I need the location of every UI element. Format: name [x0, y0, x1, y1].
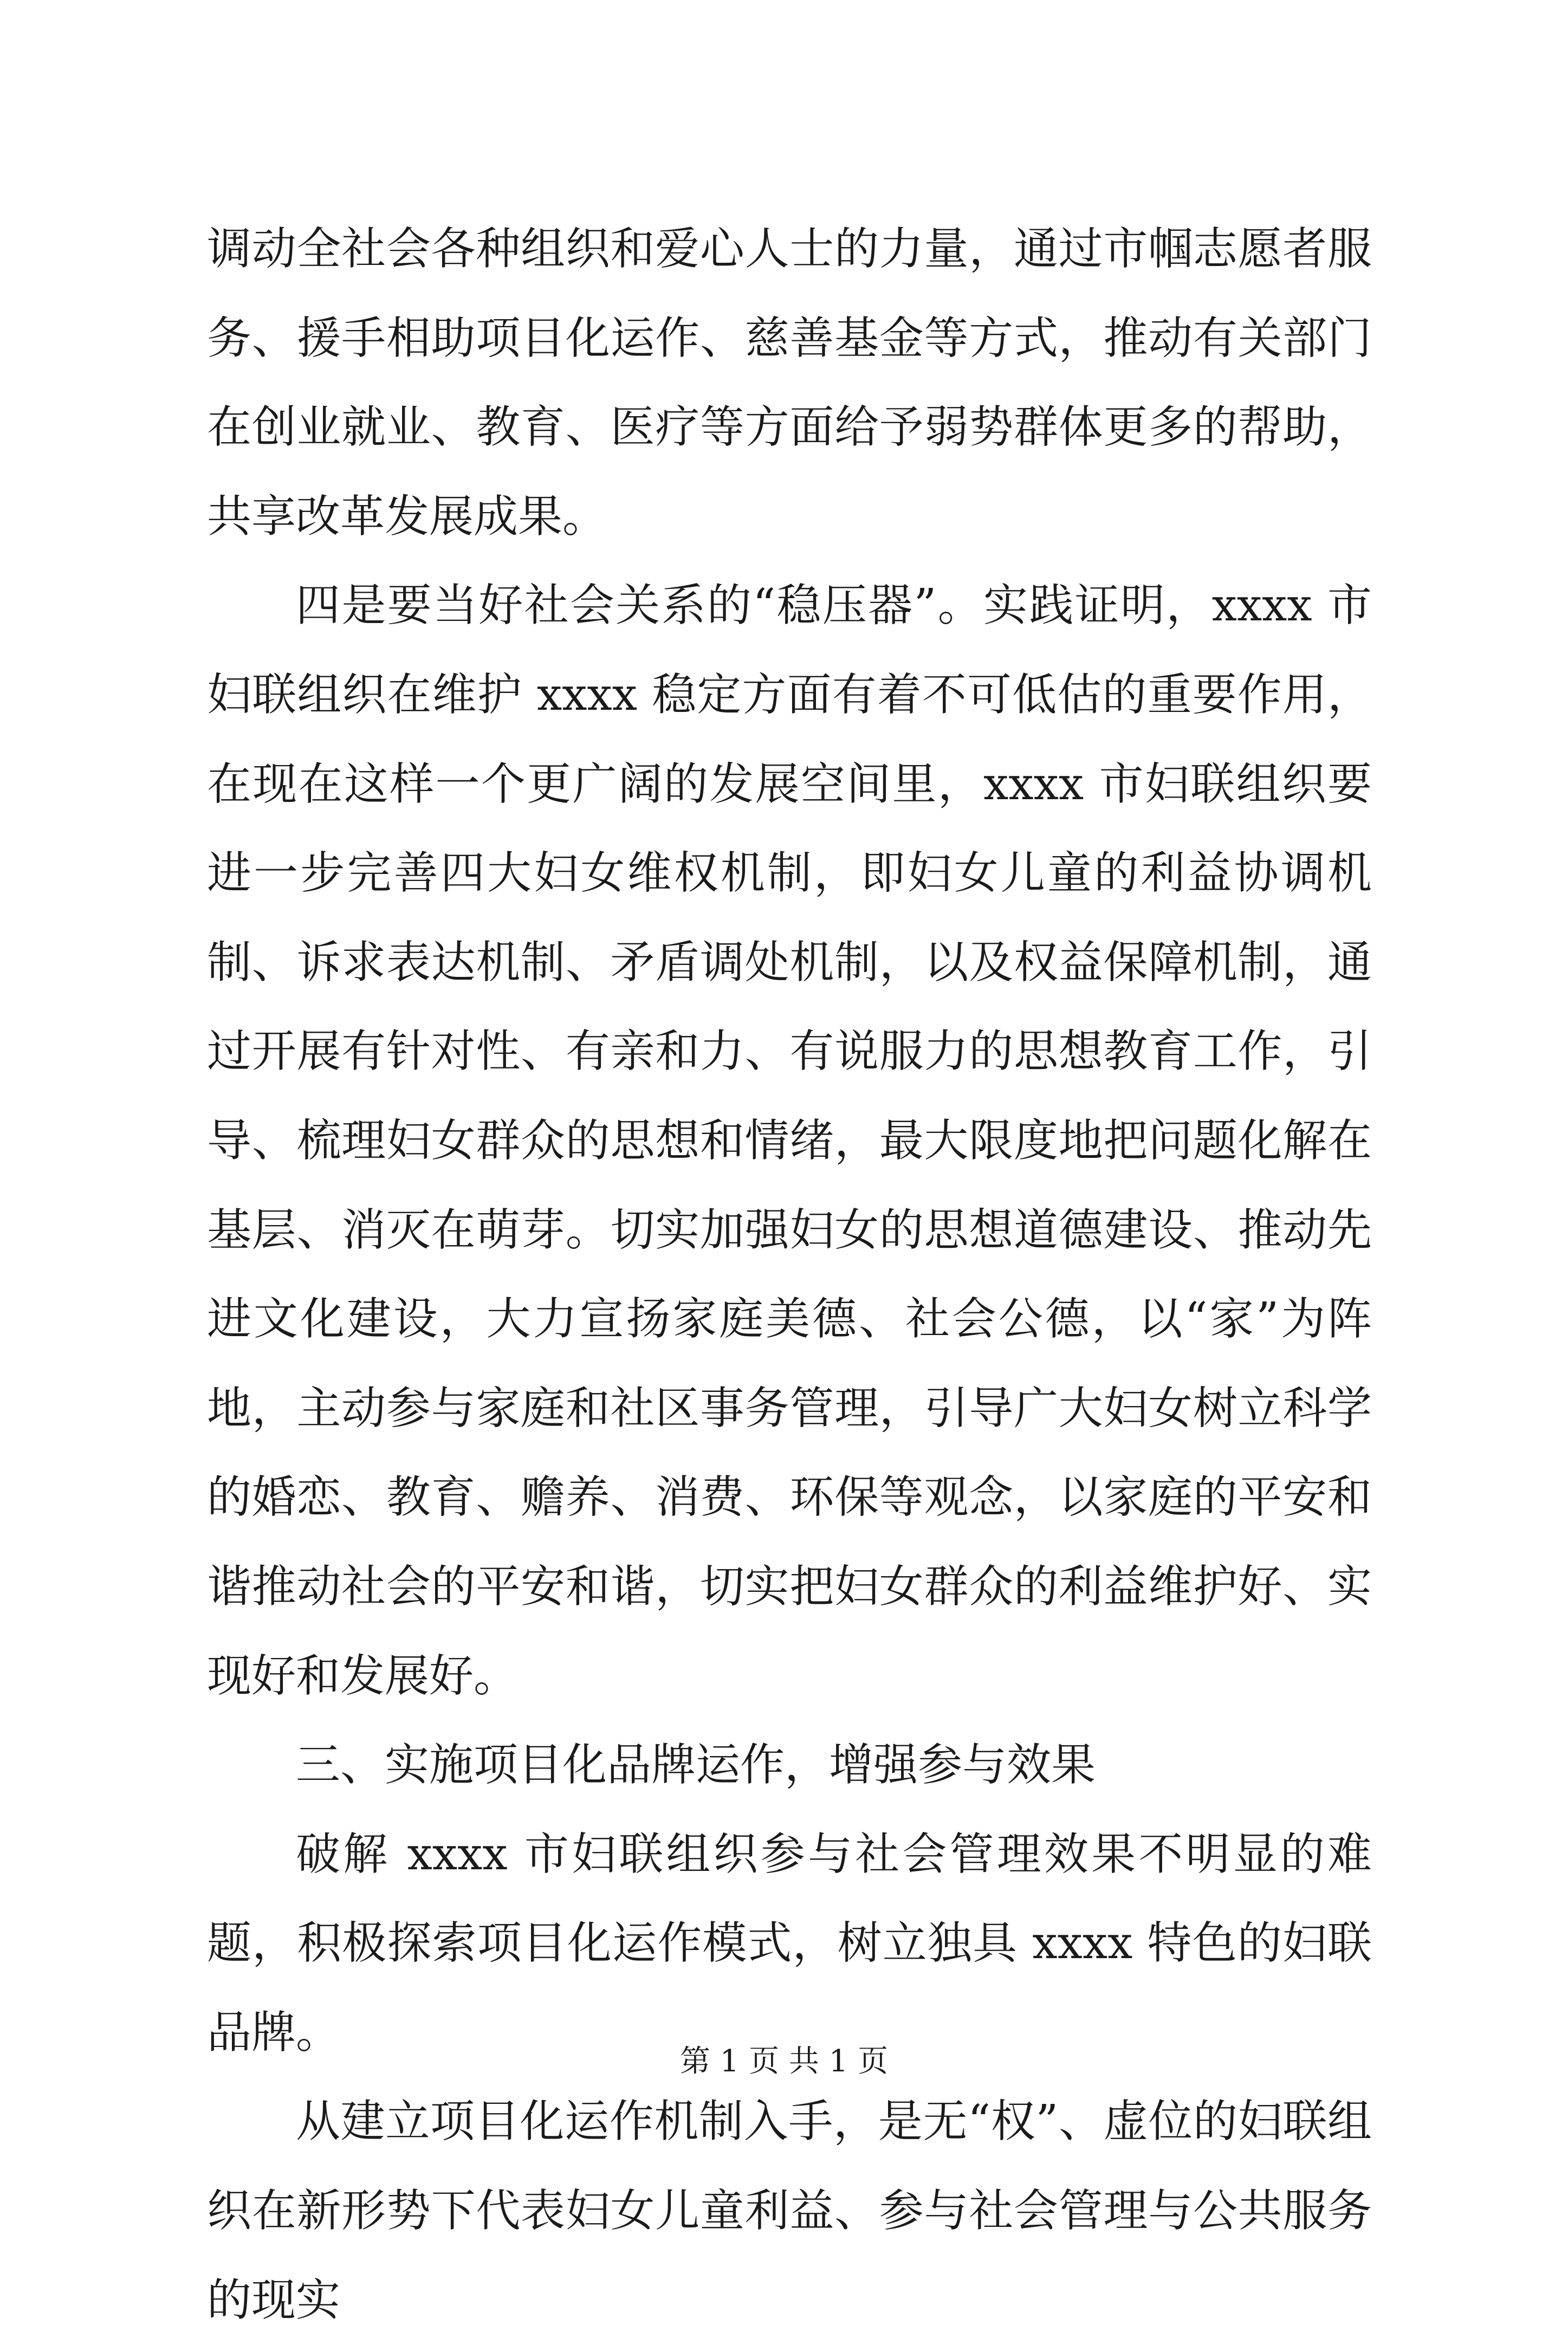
paragraph-brand: 破解 xxxx 市妇联组织参与社会管理效果不明显的难题，积极探索项目化运作模式，树立独具 xxxx 特色的妇联品牌。 [207, 1828, 1372, 2058]
document-body [207, 205, 1372, 2345]
paragraph-stabilizer: 四是要当好社会关系的“稳压器”。实践证明，xxxx 市妇联组织在维护 xxxx 稳定方面有着不可低估的重要作用，在现在这样一个更广阔的发展空间里，xxxx 市妇联组织要进一步完善四大妇女维权机制，即妇女儿童的利益协调机制、诉求表达机制、矛盾调处机制，以及权益保障机制，通过开展有针对性、有亲和力、有说服力的思想教育工作，引导、梳理妇女群众的思想和情绪，最大限度地把问题化解在基层、消灭在萌芽。切实加强妇女的思想道德建设、推动先进文化建设，大力宣扬家庭美德、社会公德，以“家”为阵地，主动参与家庭和社区事务管理，引导广大妇女树立科学的婚恋、教育、赡养、消费、环保等观念，以家庭的平安和谐推动社会的平安和谐，切实把妇女群众的利益维护好、实现好和发展好。 [207, 580, 1372, 1702]
page-footer: 第 1 页 共 1 页 [679, 2044, 889, 2079]
paragraph-continuation: 调动全社会各种组织和爱心人士的力量，通过市帼志愿者服务、援手相助项目化运作、慈善基金等方式，推动有关部门在创业就业、教育、医疗等方面给予弱势群体更多的帮助，共享改革发展成果。 [207, 223, 1372, 542]
paragraph-mechanism: 从建立项目化运作机制入手，是无“权”、虚位的妇联组织在新形势下代表妇女儿童利益、参与社会管理与公共服务的现实 [207, 2096, 1372, 2326]
section-heading: 三、实施项目化品牌运作，增强参与效果 [296, 1739, 1096, 1791]
